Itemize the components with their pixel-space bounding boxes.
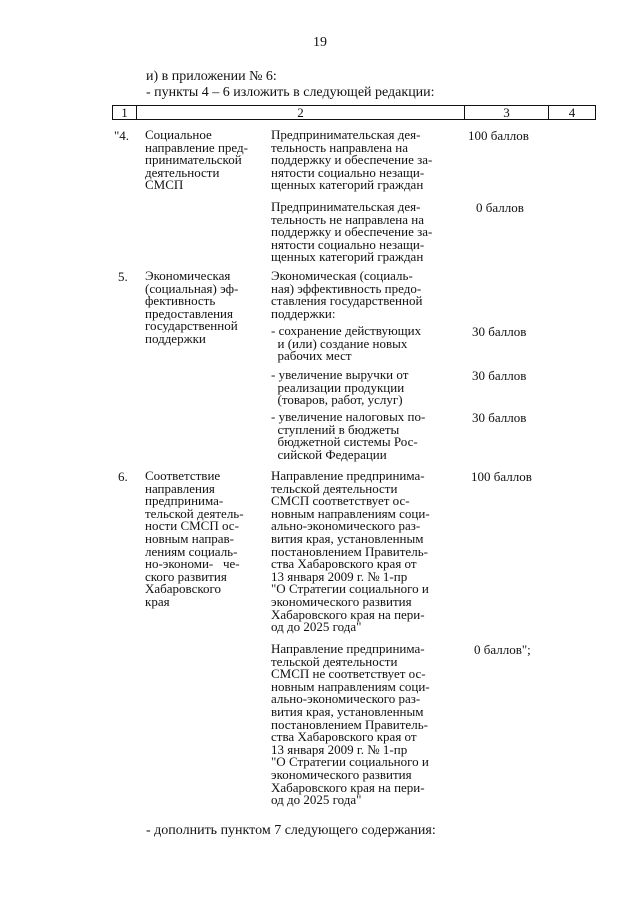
footer-line-add-point: - дополнить пунктом 7 следующего содержания: — [146, 823, 436, 838]
row-5-criterion-name — [145, 270, 238, 346]
text-line: новным направлениям соци- — [271, 505, 430, 521]
text-line: Хабаровского края на пери- — [271, 779, 425, 795]
row-5-item-taxes — [271, 411, 425, 461]
row-6-number: 6. — [118, 469, 128, 484]
text-line: тельской деятельности — [271, 653, 398, 669]
text-line: Направление предпринима- — [271, 641, 425, 656]
text-line: ная) эффективность предо- — [271, 280, 422, 296]
text-line: од до 2025 года" — [271, 619, 362, 635]
text-line: вития края, установленным — [271, 703, 424, 719]
page-number: 19 — [313, 35, 327, 50]
text-line: новным направлениям соци- — [271, 678, 430, 694]
row-6-condition-matches — [271, 470, 430, 634]
text-line: предоставления — [145, 305, 233, 321]
text-line: - сохранение действующих — [271, 323, 422, 338]
text-line: "О Стратегии социального и — [271, 581, 429, 597]
text-line: ставления государственной — [271, 293, 423, 309]
text-line: ства Хабаровского края от — [271, 556, 417, 572]
text-line: ально-экономического раз- — [271, 691, 421, 707]
text-line: ского развития — [145, 568, 227, 584]
text-line: сийской Федерации — [271, 446, 387, 462]
text-line: бюджетной системы Рос- — [271, 434, 418, 450]
row-4-condition-directed — [271, 129, 432, 192]
table-header-row — [112, 105, 596, 120]
column-header-3: 3 — [465, 106, 549, 119]
text-line: Экономическая (социаль- — [271, 268, 413, 283]
text-line: Предпринимательская дея- — [271, 127, 421, 142]
text-line: - увеличение налоговых по- — [271, 409, 426, 424]
row-4-criterion-name — [145, 129, 248, 192]
row-5-intro — [271, 270, 422, 320]
text-line: СМСП соответствует ос- — [271, 493, 410, 509]
text-line: направления — [145, 480, 215, 496]
text-line: нятости социально незащи- — [271, 236, 425, 252]
text-line: - увеличение выручки от — [271, 367, 409, 382]
intro-line-points: - пункты 4 – 6 изложить в следующей редакции: — [146, 85, 435, 100]
text-line: поддержку и обеспечение за- — [271, 224, 433, 240]
text-line: тельность направлена на — [271, 139, 408, 155]
text-line: СМСП — [145, 177, 184, 193]
row-6-condition-not-matches — [271, 643, 430, 807]
row-5-score-jobs: 30 баллов — [472, 324, 527, 339]
row-4-score-not-directed: 0 баллов — [476, 200, 524, 215]
text-line: края — [145, 593, 170, 609]
text-line: Экономическая — [145, 268, 231, 283]
text-line: поддержку и обеспечение за- — [271, 152, 433, 168]
text-line: рабочих мест — [271, 348, 352, 364]
text-line: экономического развития — [271, 593, 412, 609]
text-line: фективность — [145, 293, 216, 309]
text-line: реализации продукции — [271, 379, 405, 395]
text-line: принимательской — [145, 152, 242, 168]
text-line: тельской деятель- — [145, 505, 244, 521]
row-6-criterion-name — [145, 470, 244, 609]
text-line: тельской деятельности — [271, 480, 398, 496]
text-line: ности СМСП ос- — [145, 518, 239, 534]
text-line: щенных категорий граждан — [271, 177, 424, 193]
text-line: государственной — [145, 318, 238, 334]
text-line: (социальная) эф- — [145, 280, 239, 296]
text-line: 13 января 2009 г. № 1-пр — [271, 741, 408, 757]
text-line: СМСП не соответствует ос- — [271, 666, 426, 682]
text-line: нятости социально незащи- — [271, 164, 425, 180]
text-line: ства Хабаровского края от — [271, 729, 417, 745]
text-line: Социальное — [145, 127, 212, 142]
text-line: и (или) создание новых — [271, 335, 408, 351]
text-line: тельность не направлена на — [271, 211, 424, 227]
text-line: ально-экономического раз- — [271, 518, 421, 534]
row-5-item-jobs — [271, 325, 421, 363]
column-header-2: 2 — [137, 106, 465, 119]
text-line: постановлением Правитель- — [271, 543, 428, 559]
text-line: Хабаровского — [145, 581, 222, 597]
text-line: постановлением Правитель- — [271, 716, 428, 732]
row-6-score-matches: 100 баллов — [471, 469, 532, 484]
text-line: 13 января 2009 г. № 1-пр — [271, 568, 408, 584]
text-line: поддержки: — [271, 305, 336, 321]
text-line: (товаров, работ, услуг) — [271, 392, 403, 408]
text-line: "О Стратегии социального и — [271, 754, 429, 770]
text-line: Предпринимательская дея- — [271, 199, 421, 214]
text-line: направление пред- — [145, 139, 248, 155]
text-line: новным направ- — [145, 530, 235, 546]
text-line: Хабаровского края на пери- — [271, 606, 425, 622]
row-5-item-revenue — [271, 369, 408, 407]
text-line: экономического развития — [271, 766, 412, 782]
row-4-condition-not-directed — [271, 201, 432, 264]
text-line: но-экономи- че- — [145, 556, 240, 572]
row-5-score-revenue: 30 баллов — [472, 368, 527, 383]
row-4-score-directed: 100 баллов — [468, 128, 529, 143]
text-line: ступлений в бюджеты — [271, 421, 400, 437]
text-line: поддержки — [145, 330, 206, 346]
text-line: деятельности — [145, 164, 220, 180]
column-header-4: 4 — [568, 105, 576, 120]
row-4-number: "4. — [114, 128, 130, 143]
column-header-1: 1 — [113, 106, 137, 119]
row-5-number: 5. — [118, 269, 128, 284]
text-line: вития края, установленным — [271, 530, 424, 546]
text-line: лениям социаль- — [145, 543, 238, 559]
text-line: предпринима- — [145, 493, 224, 509]
text-line: од до 2025 года" — [271, 792, 362, 808]
text-line: Соответствие — [145, 468, 221, 483]
text-line: Направление предпринима- — [271, 468, 425, 483]
intro-line-appendix: и) в приложении № 6: — [146, 69, 277, 84]
row-5-score-taxes: 30 баллов — [472, 410, 527, 425]
row-6-score-not-matches: 0 баллов"; — [474, 642, 531, 657]
text-line: щенных категорий граждан — [271, 249, 424, 265]
